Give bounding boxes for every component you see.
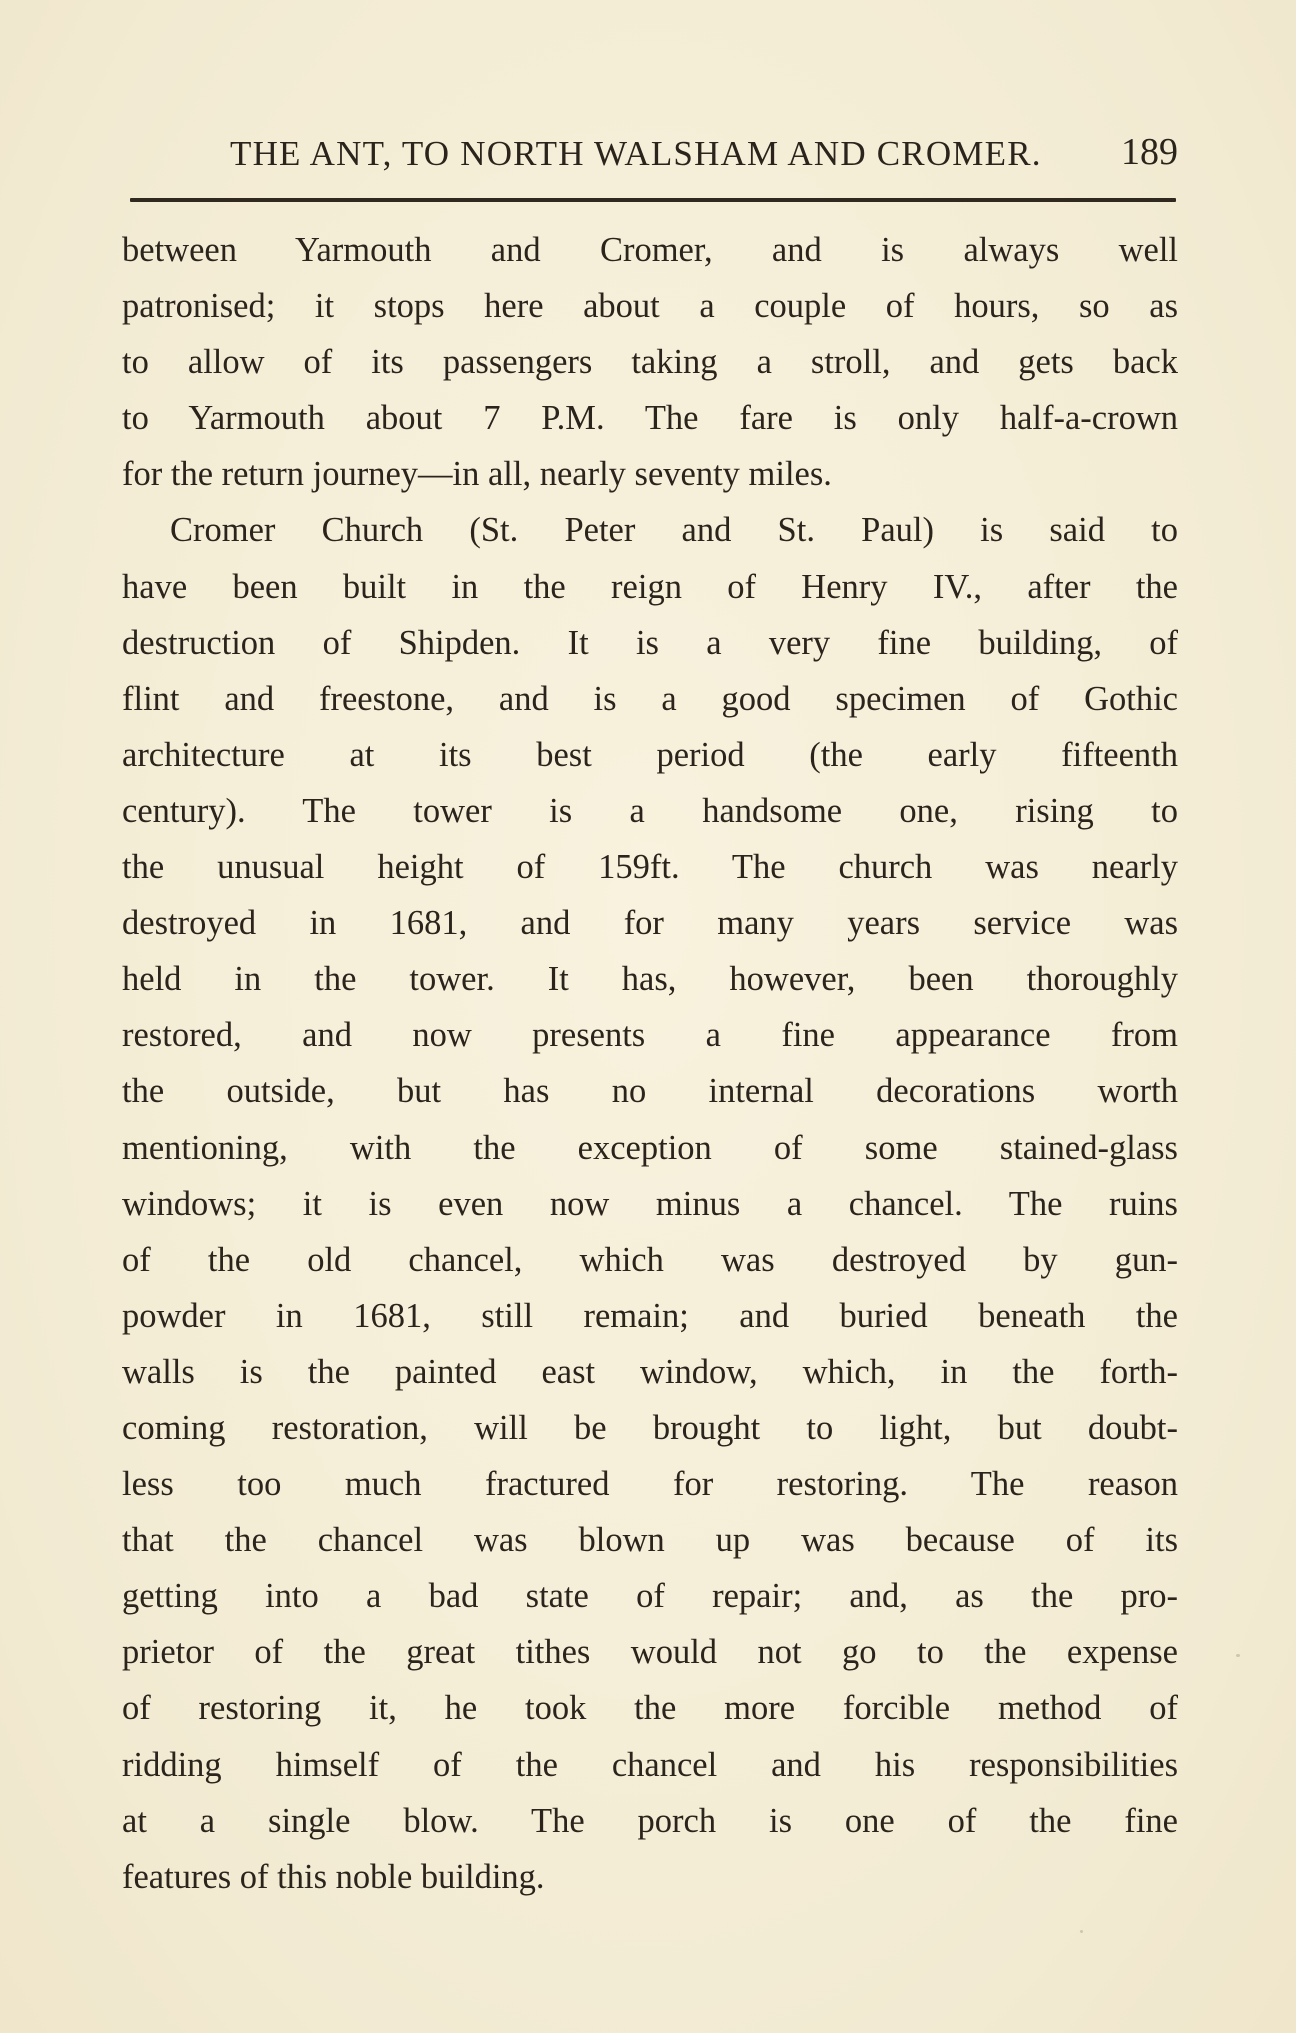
text-line: windows; it is even now minus a chancel. The ruins [122, 1184, 1178, 1223]
text-line: features of this noble building. [122, 1857, 545, 1896]
paper-speck [1236, 1654, 1240, 1657]
text-line: getting into a bad state of repair; and, as the pro- [122, 1577, 1178, 1616]
page-header [122, 130, 1178, 180]
text-line: to allow of its passengers taking a stroll, and gets back [122, 343, 1178, 382]
text-line: the unusual height of 159ft. The church was nearly [122, 848, 1178, 887]
text-line: held in the tower. It has, however, been thoroughly [122, 960, 1178, 999]
text-line: flint and freestone, and is a good specimen of Gothic [122, 679, 1178, 718]
text-line: coming restoration, will be brought to light, but doubt- [122, 1408, 1178, 1447]
text-line: ridding himself of the chancel and his responsibilities [122, 1745, 1178, 1784]
text-line: at a single blow. The porch is one of the fine [122, 1801, 1178, 1840]
text-line: powder in 1681, still remain; and buried beneath the [122, 1296, 1178, 1335]
text-line: of the old chancel, which was destroyed by gun- [122, 1240, 1178, 1279]
page-number: 189 [1121, 131, 1178, 173]
text-line: the outside, but has no internal decorations worth [122, 1072, 1178, 1111]
paper-speck [1080, 1930, 1083, 1933]
text-line: restored, and now presents a fine appearance from [122, 1016, 1178, 1055]
text-line: to Yarmouth about 7 P.M. The fare is only half-a-crown [122, 399, 1178, 438]
text-line: less too much fractured for restoring. The reason [122, 1465, 1178, 1504]
text-line: century). The tower is a handsome one, rising to [122, 791, 1178, 830]
text-line: Cromer Church (St. Peter and St. Paul) is said to [170, 511, 1178, 550]
text-line: have been built in the reign of Henry IV., after the [122, 567, 1178, 606]
text-line: that the chancel was blown up was because of its [122, 1521, 1178, 1560]
text-line: destruction of Shipden. It is a very fine building, of [122, 623, 1178, 662]
text-line: for the return journey—in all, nearly seventy miles. [122, 455, 832, 494]
body-text [122, 222, 1178, 1905]
text-line: mentioning, with the exception of some stained-glass [122, 1128, 1178, 1167]
text-line: prietor of the great tithes would not go to the expense [122, 1633, 1178, 1672]
text-line: patronised; it stops here about a couple of hours, so as [122, 287, 1178, 326]
text-line: of restoring it, he took the more forcible method of [122, 1689, 1178, 1728]
text-line: architecture at its best period (the early fifteenth [122, 735, 1178, 774]
running-head: THE ANT, TO NORTH WALSHAM AND CROMER. [230, 134, 1042, 173]
text-line: destroyed in 1681, and for many years service was [122, 904, 1178, 943]
paragraphs [122, 222, 1178, 1905]
text-line: between Yarmouth and Cromer, and is always well [122, 231, 1178, 269]
header-rule [130, 198, 1176, 202]
text-line: walls is the painted east window, which, in the forth- [122, 1352, 1178, 1391]
